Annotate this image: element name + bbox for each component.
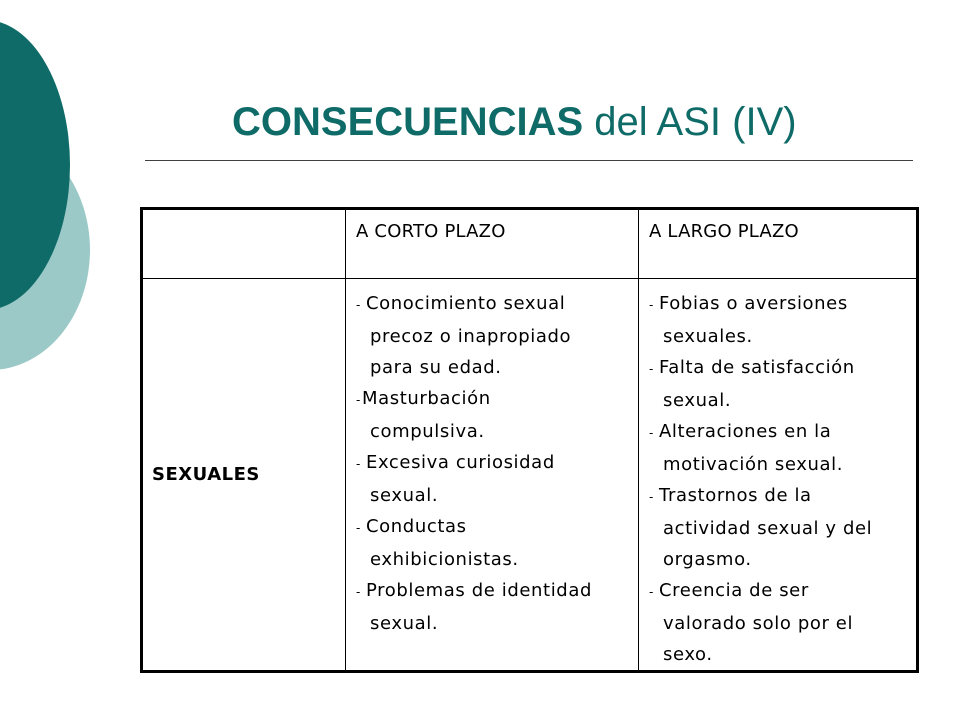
long-term-list — [639, 279, 916, 670]
list-item — [649, 416, 916, 480]
list-item-text: Alteraciones en la — [659, 421, 832, 442]
bullet-dash: - — [356, 393, 361, 407]
list-item — [649, 575, 916, 670]
row-label-sexuales: SEXUALES — [142, 279, 346, 672]
header-cell-short-term: A CORTO PLAZO — [346, 209, 639, 279]
short-term-list — [346, 279, 638, 639]
list-item — [649, 288, 916, 352]
list-item-text: Problemas de identidad — [366, 580, 592, 601]
slide-title-bold: CONSECUENCIAS — [232, 100, 584, 144]
header-cell-long-term: A LARGO PLAZO — [639, 209, 918, 279]
bullet-dash: - — [649, 362, 654, 376]
list-item-continuation: sexo. — [663, 644, 713, 665]
bullet-dash: - — [356, 585, 361, 599]
title-underline — [145, 160, 913, 161]
list-item-text: Falta de satisfacción — [659, 357, 855, 378]
bullet-dash: - — [649, 298, 654, 312]
list-item — [356, 383, 638, 447]
list-item — [649, 352, 916, 416]
list-item-continuation: sexual. — [663, 390, 732, 411]
bullet-dash: - — [356, 298, 361, 312]
list-item-continuation: precoz o inapropiado — [370, 326, 572, 347]
header-cell-empty — [142, 209, 346, 279]
list-item-continuation: exhibicionistas. — [370, 549, 519, 570]
bullet-dash: - — [649, 585, 654, 599]
list-item-continuation: para su edad. — [370, 357, 502, 378]
long-term-cell — [639, 279, 918, 672]
list-item-text: Excesiva curiosidad — [366, 452, 555, 473]
list-item-continuation: actividad sexual y del — [663, 518, 873, 539]
list-item-text: Fobias o aversiones — [659, 293, 848, 314]
list-item-continuation: sexuales. — [663, 326, 753, 347]
consequences-table — [140, 207, 919, 673]
list-item — [356, 447, 638, 511]
list-item-text: Creencia de ser — [659, 580, 809, 601]
table-row-sexuales — [142, 279, 918, 672]
short-term-cell — [346, 279, 639, 672]
slide-title-rest: del ASI (IV) — [583, 100, 797, 144]
bullet-dash: - — [356, 521, 361, 535]
list-item-continuation: sexual. — [370, 613, 439, 634]
bullet-dash: - — [356, 457, 361, 471]
list-item — [649, 480, 916, 575]
list-item-continuation: orgasmo. — [663, 549, 752, 570]
list-item — [356, 511, 638, 575]
slide-title — [232, 96, 797, 148]
bullet-dash: - — [649, 490, 654, 504]
list-item-continuation: compulsiva. — [370, 421, 485, 442]
list-item-continuation: sexual. — [370, 485, 439, 506]
list-item-text: Conocimiento sexual — [366, 293, 566, 314]
bullet-dash: - — [649, 426, 654, 440]
list-item — [356, 288, 638, 383]
list-item-text: Masturbación — [362, 388, 491, 409]
table-header-row — [142, 209, 918, 279]
list-item-continuation: motivación sexual. — [663, 454, 844, 475]
list-item-text: Trastornos de la — [659, 485, 812, 506]
list-item — [356, 575, 638, 639]
list-item-continuation: valorado solo por el — [663, 613, 854, 634]
list-item-text: Conductas — [366, 516, 467, 537]
